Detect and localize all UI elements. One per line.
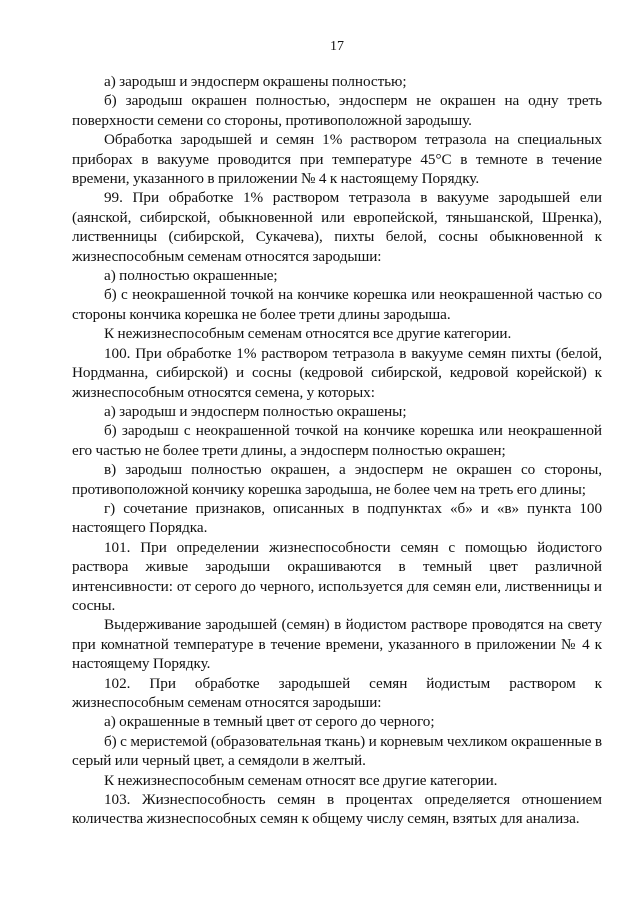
paragraph: б) зародыш с неокрашенной точкой на кончике корешка или неокрашенной его частью не более трети длины, а эндосперм полностью окрашен; (72, 422, 602, 459)
paragraph: 101. При определении жизнеспособности семян с помощью йодистого раствора живые зародыши окрашиваются в темный цвет различной интенсивности: от серого до черного, используется для семян ели, лиственницы и сосны. (72, 538, 602, 614)
document-body (72, 72, 602, 829)
paragraph: г) сочетание признаков, описанных в подпунктах «б» и «в» пункта 100 настоящего Порядка. (72, 499, 602, 537)
paragraph: К нежизнеспособным семенам относят все другие категории. (104, 771, 498, 789)
paragraph: б) с неокрашенной точкой на кончике корешка или неокрашенной частью со стороны кончика корешка не более трети длины зародыша. (72, 286, 602, 323)
page-number: 17 (330, 39, 344, 54)
paragraph: а) зародыш и эндосперм полностью окрашены; (104, 402, 407, 420)
paragraph: 103. Жизнеспособность семян в процентах определяется отношением количества жизнеспособных семян к общему числу семян, взятых для анализа. (72, 791, 602, 828)
paragraph: б) с меристемой (образовательная ткань) и корневым чехликом окрашенные в серый или черный цвет, а семядоли в желтый. (72, 732, 602, 770)
paragraph: а) полностью окрашенные; (104, 267, 278, 285)
paragraph: 100. При обработке 1% раствором тетразола в вакууме семян пихты (белой, Нордманна, сибирской) и сосны (кедровой сибирской, кедровой корейской) к жизнеспособным относятся семена, у которых: (72, 344, 602, 401)
paragraph: Обработка зародышей и семян 1% раствором тетразола на специальных приборах в вакууме проводится при температуре 45°С в темноте в течение времени, указанного в приложении № 4 к настоящему Порядку. (72, 131, 602, 188)
paragraph: а) зародыш и эндосперм окрашены полностью; (104, 73, 407, 90)
paragraph: а) окрашенные в темный цвет от серого до черного; (104, 713, 435, 731)
paragraph: Выдерживание зародышей (семян) в йодистом растворе проводятся на свету при комнатной температуре в течение времени, указанного в приложении № 4 к настоящему Порядку. (72, 616, 602, 673)
paragraph: К нежизнеспособным семенам относятся все другие категории. (104, 325, 512, 343)
paragraph: в) зародыш полностью окрашен, а эндосперм не окрашен со стороны, противоположной кончику корешка зародыша, не более чем на треть его длины; (72, 461, 602, 498)
paragraph: 99. При обработке 1% раствором тетразола в вакууме зародышей ели (аянской, сибирской, обыкновенной или европейской, тяньшанской, Шренка), лиственницы (сибирской, Сукачева), пихты белой, сосны обыкновенной к жизнеспособным семенам относятся зародыши: (72, 189, 602, 265)
paragraph: 102. При обработке зародышей семян йодистым раствором к жизнеспособным семенам относятся зародыши: (72, 674, 602, 711)
paragraph: б) зародыш окрашен полностью, эндосперм не окрашен на одну треть поверхности семени со стороны, противоположной зародышу. (72, 92, 602, 129)
